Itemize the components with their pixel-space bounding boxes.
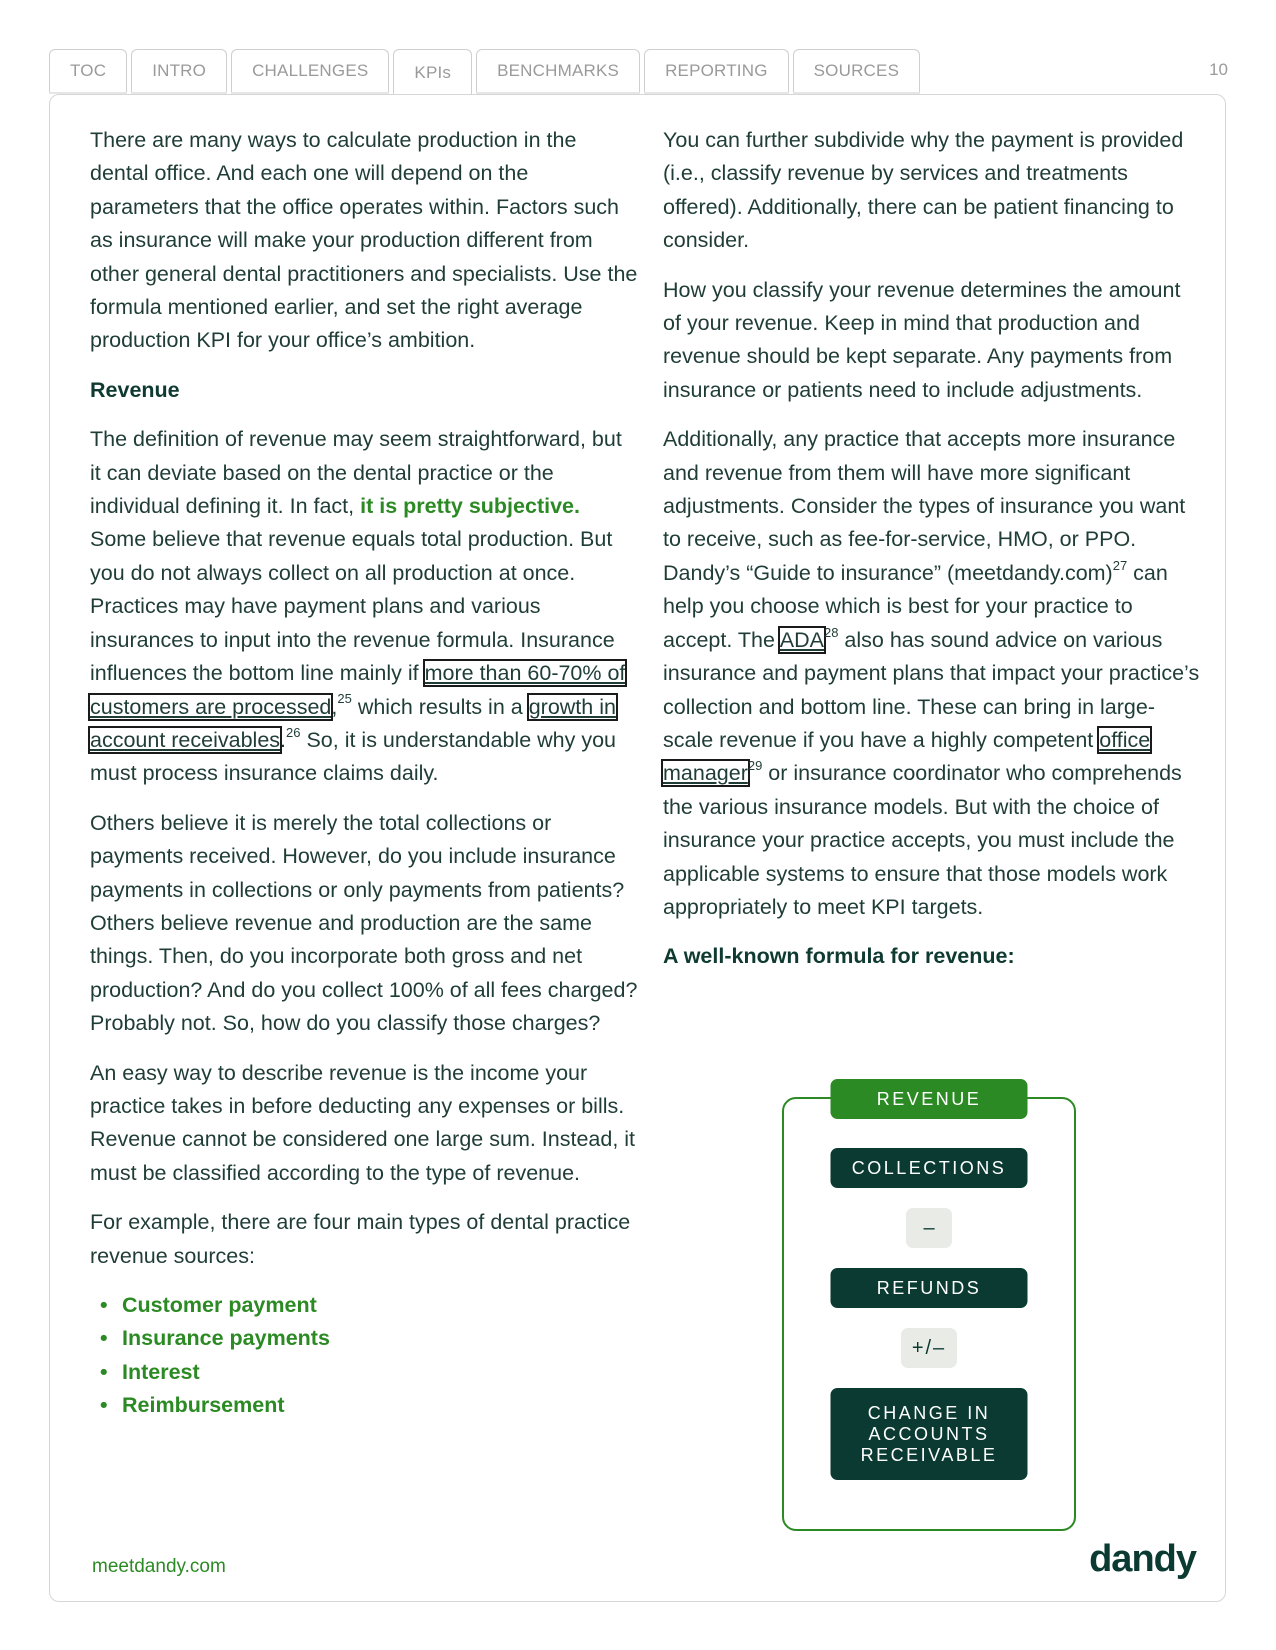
list-item: • Customer payment	[90, 1289, 638, 1322]
income-paragraph: An easy way to describe revenue is the income your practice takes in before deducting any expenses or bills. Revenue cannot be considered one large sum. Instead, it must be classified according to the type of revenue.	[90, 1060, 636, 1185]
ada-link[interactable]: ADA	[779, 627, 824, 652]
list-item: • Interest	[90, 1356, 638, 1389]
left-column	[90, 124, 638, 1423]
ar-line-3: RECEIVABLE	[860, 1444, 998, 1465]
accounts-receivable-box	[831, 1388, 1028, 1480]
subjective-highlight: it is pretty subjective.	[360, 494, 580, 519]
intro-paragraph: There are many ways to calculate production in the dental office. And each one will depend on the parameters that the office operates within. Factors such as insurance will make your production different from other general dental practitioners and specialists. Use the formula mentioned earlier, and set the right average production KPI for your office’s ambition.	[90, 128, 638, 353]
account-receivables-link[interactable]: growth in account receivables	[90, 694, 616, 752]
revenue-heading: Revenue	[90, 377, 180, 402]
tab-toc[interactable]: TOC	[49, 49, 127, 92]
formula-heading: A well-known formula for revenue:	[663, 944, 1015, 969]
collections-paragraph: Others believe it is merely the total collections or payments received. However, do you include insurance payments in collections or only payments from patients? Others believe revenue and production are the same things. Then, do you incorporate both gross and net production? And do you collect 100% of all fees charged? Probably not. So, how do you classify those charges?	[90, 810, 638, 1036]
footnote-29: 29	[747, 758, 763, 774]
footnote-28: 28	[823, 624, 839, 640]
footnote-25: 25	[337, 691, 352, 707]
dandy-logo: dandy	[1089, 1538, 1196, 1580]
ar-line-2: ACCOUNTS	[868, 1423, 990, 1444]
right-column	[663, 124, 1203, 990]
tab-challenges[interactable]: CHALLENGES	[231, 49, 389, 92]
list-item: • Reimbursement	[90, 1389, 638, 1422]
customers-processed-link[interactable]: more than 60-70% of customers are processed	[90, 661, 626, 719]
tab-reporting[interactable]: REPORTING	[644, 49, 789, 92]
revenue-definition-paragraph: The definition of revenue may seem straightforward, but it can deviate based on the dental practice or the individual defining it. In fact, it is pretty subjective. Some believe that revenue equals total production. But you do not always collect on all production at once. Practices may have payment plans and various insurances to input into the revenue formula. Insurance influences the bottom line mainly if more than 60-70% of customers are processed,$^{25}$ which results in a growth in account receivables.$^{26}$ So, it is understandable why you must process insurance claims daily.	[90, 427, 626, 786]
tab-intro[interactable]: INTRO	[131, 49, 227, 92]
insurance-paragraph: Additionally, any practice that accepts more insurance and revenue from them will have more significant adjustments. Consider the types of insurance you want to receive, such as fee-for-service, HMO, or PPO. Dandy’s “Guide to insurance” (meetdandy.com)$^{27}$ can help you choose which is best for your practice to accept. The ADA$^{28}$ also has sound advice on various insurance and payment plans that impact your practice’s collection and bottom line. These can bring in large-scale revenue if you have a highly competent office manager$^{29}$ or insurance coordinator who comprehends the various insurance models. But with the choice of insurance your practice accepts, you must include the applicable systems to ensure that those models work appropriately to meet KPI targets.	[663, 427, 1200, 919]
footer-website-link[interactable]: meetdandy.com	[92, 1556, 226, 1577]
revenue-sources-list	[90, 1289, 638, 1423]
tab-kpis[interactable]: KPIs	[393, 49, 472, 95]
classify-paragraph: How you classify your revenue determines the amount of your revenue. Keep in mind that production and revenue should be kept separate. Any payments from insurance or patients need to include adjustments.	[663, 277, 1181, 402]
section-tabs	[49, 49, 920, 95]
ar-line-1: CHANGE IN	[867, 1402, 991, 1423]
revenue-label: REVENUE	[831, 1079, 1028, 1119]
collections-box: COLLECTIONS	[831, 1148, 1028, 1188]
refunds-box: REFUNDS	[831, 1268, 1028, 1308]
list-item: • Insurance payments	[90, 1322, 638, 1355]
page-number: 10	[1209, 60, 1228, 79]
footnote-26: 26	[286, 724, 301, 740]
tab-sources[interactable]: SOURCES	[793, 49, 920, 92]
plus-minus-operator: +/–	[901, 1328, 957, 1368]
revenue-sources-intro: For example, there are four main types of dental practice revenue sources:	[90, 1210, 631, 1268]
footnote-27: 27	[1112, 557, 1128, 573]
revenue-formula-diagram	[782, 1088, 1076, 1531]
minus-operator: –	[906, 1208, 952, 1248]
subdivide-paragraph: You can further subdivide why the payment is provided (i.e., classify revenue by services and treatments offered). Additionally, there can be patient financing to consider.	[663, 128, 1184, 253]
office-manager-link[interactable]: office manager	[663, 727, 1151, 786]
tab-benchmarks[interactable]: BENCHMARKS	[476, 49, 640, 92]
